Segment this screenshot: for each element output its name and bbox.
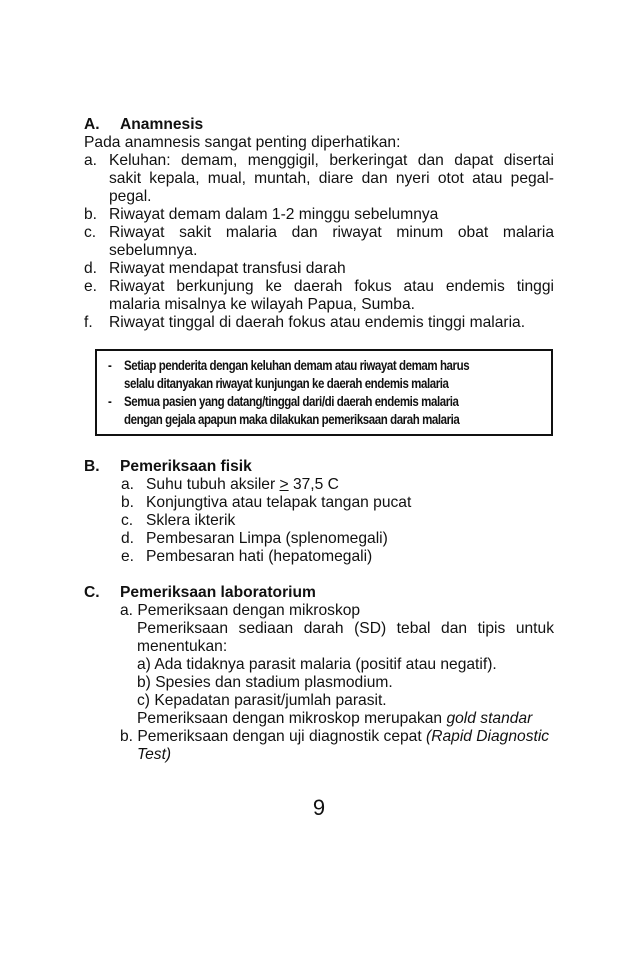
c-a-note-text: Pemeriksaan dengan mikroskop merupakan: [137, 710, 447, 727]
c-a-list-3: c) Kepadatan parasit/jumlah parasit.: [137, 692, 387, 709]
item-a-line-1: Keluhan: demam, menggigil, berkeringat dan dapat disertai: [109, 152, 554, 169]
c-a-list-2: b) Spesies dan stadium plasmodium.: [137, 674, 393, 691]
c-a-desc-line-1: Pemeriksaan sediaan darah (SD) tebal dan tipis untuk: [137, 620, 554, 637]
item-f-line-1: Riwayat tinggal di daerah fokus atau endemis tinggi malaria.: [109, 314, 526, 331]
b-item-d-text: Pembesaran Limpa (splenomegali): [146, 530, 388, 547]
item-c-line-2: sebelumnya.: [109, 242, 198, 259]
greater-equal-symbol: >: [279, 476, 289, 493]
b-item-a-marker: a.: [121, 476, 135, 493]
item-d-line-1: Riwayat mendapat transfusi darah: [109, 260, 346, 277]
b-item-a-pre: Suhu tubuh aksiler: [146, 476, 280, 493]
item-a-line-3: pegal.: [109, 188, 152, 205]
note-1-line-2: selalu ditanyakan riwayat kunjungan ke daerah endemis malaria: [124, 376, 449, 391]
note-2-line-1: Semua pasien yang datang/tinggal dari/di daerah endemis malaria: [124, 394, 459, 409]
b-item-e-text: Pembesaran hati (hepatomegali): [146, 548, 373, 565]
c-a-note-italic: gold standar: [446, 710, 533, 727]
item-c-line-1: Riwayat sakit malaria dan riwayat minum obat malaria: [109, 224, 554, 241]
section-c-letter: C.: [84, 584, 100, 601]
b-item-d-marker: d.: [121, 530, 135, 547]
b-item-b-marker: b.: [121, 494, 135, 511]
note-1-dash: -: [108, 358, 112, 373]
section-b-letter: B.: [84, 458, 100, 475]
item-d-marker: d.: [84, 260, 98, 277]
item-b-marker: b.: [84, 206, 98, 223]
b-item-e-marker: e.: [121, 548, 135, 565]
c-b-label-italic: (Rapid Diagnostic: [426, 728, 550, 745]
section-a-title: Anamnesis: [120, 116, 204, 133]
section-a-letter: A.: [84, 116, 100, 133]
section-c-title: Pemeriksaan laboratorium: [120, 584, 316, 601]
c-a-list-1: a) Ada tidaknya parasit malaria (positif atau negatif).: [137, 656, 497, 673]
note-1-line-1: Setiap penderita dengan keluhan demam atau riwayat demam harus: [124, 358, 470, 373]
note-2-line-2: dengan gejala apapun maka dilakukan pemeriksaan darah malaria: [124, 412, 460, 427]
c-b-label-italic-2: Test): [137, 746, 172, 763]
item-a-marker: a.: [84, 152, 98, 169]
c-a-note: [137, 710, 532, 728]
section-b-title: Pemeriksaan fisik: [120, 458, 252, 475]
item-a-line-2: sakit kepala, mual, muntah, diare dan nyeri otot atau pegal-: [109, 170, 554, 187]
item-e-line-1: Riwayat berkunjung ke daerah fokus atau endemis tinggi: [109, 278, 554, 295]
item-e-marker: e.: [84, 278, 98, 295]
b-item-a-text: [146, 476, 339, 494]
c-b-label-text: b. Pemeriksaan dengan uji diagnostik cepat: [120, 728, 427, 745]
b-item-a-post: 37,5 C: [288, 476, 339, 493]
note-2-dash: -: [108, 394, 112, 409]
item-e-line-2: malaria misalnya ke wilayah Papua, Sumba.: [109, 296, 415, 313]
section-a-intro: Pada anamnesis sangat penting diperhatikan:: [84, 134, 401, 151]
c-a-label: a. Pemeriksaan dengan mikroskop: [120, 602, 361, 619]
b-item-c-marker: c.: [121, 512, 134, 529]
b-item-b-text: Konjungtiva atau telapak tangan pucat: [146, 494, 412, 511]
item-b-line-1: Riwayat demam dalam 1-2 minggu sebelumnya: [109, 206, 439, 223]
c-a-desc-line-2: menentukan:: [137, 638, 228, 655]
c-b-label: [120, 728, 549, 746]
b-item-c-text: Sklera ikterik: [146, 512, 236, 529]
item-f-marker: f.: [84, 314, 93, 331]
item-c-marker: c.: [84, 224, 97, 241]
page-number: 9: [312, 795, 326, 820]
